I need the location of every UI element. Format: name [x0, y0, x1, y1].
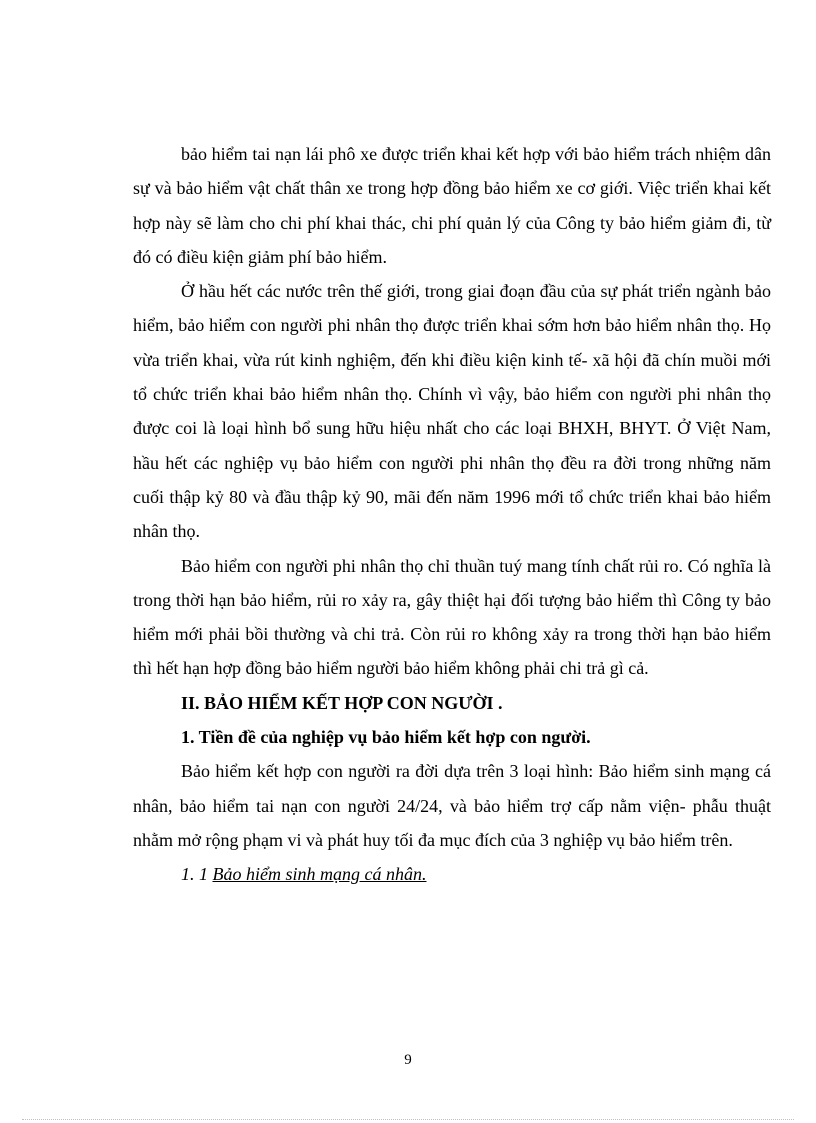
page-body [133, 137, 771, 892]
item-heading [133, 857, 771, 891]
page-number: 9 [404, 1052, 412, 1068]
paragraph-3: Bảo hiểm con người phi nhân thọ chỉ thuần tuý mang tính chất rủi ro. Có nghĩa là trong thời hạn bảo hiểm, rủi ro xảy ra, gây thiệt hại đối tượng bảo hiểm thì Công ty bảo hiểm mới phải bồi thường và chi trả. Còn rủi ro không xảy ra trong thời hạn bảo hiểm thì hết hạn hợp đồng bảo hiểm người bảo hiểm không phải chi trả gì cả. [133, 555, 771, 679]
footer-divider [22, 1119, 794, 1120]
paragraph-1: bảo hiểm tai nạn lái phô xe được triển khai kết hợp với bảo hiểm trách nhiệm dân sự và bảo hiểm vật chất thân xe trong hợp đồng bảo hiểm xe cơ giới. Việc triển khai kết hợp này sẽ làm cho chi phí khai thác, chi phí quản lý của Công ty bảo hiểm giảm đi, từ đó có điều kiện giảm phí bảo hiểm. [133, 144, 771, 267]
section-heading: II. BẢO HIỂM KẾT HỢP CON NGƯỜI . [181, 692, 503, 713]
paragraph-4: Bảo hiểm kết hợp con người ra đời dựa trên 3 loại hình: Bảo hiểm sinh mạng cá nhân, bảo hiểm tai nạn con người 24/24, và bảo hiểm trợ cấp nằm viện- phẫu thuật nhằm mở rộng phạm vi và phát huy tối đa mục đích của 3 nghiệp vụ bảo hiểm trên. [133, 761, 771, 850]
subsection-heading: 1. Tiền đề của nghiệp vụ bảo hiểm kết hợp con người. [181, 727, 591, 748]
item-title: Bảo hiểm sinh mạng cá nhân. [212, 864, 427, 885]
paragraph-2: Ở hầu hết các nước trên thế giới, trong giai đoạn đầu của sự phát triển ngành bảo hiểm, bảo hiểm con người phi nhân thọ được triển khai sớm hơn bảo hiểm nhân thọ. Họ vừa triển khai, vừa rút kinh nghiệm, đến khi điều kiện kinh tế- xã hội đã chín muồi mới tổ chức triển khai bảo hiểm nhân thọ. Chính vì vậy, bảo hiểm con người phi nhân thọ được coi là loại hình bổ sung hữu hiệu nhất cho các loại BHXH, BHYT. Ở Việt Nam, hầu hết các nghiệp vụ bảo hiểm con người phi nhân thọ đều ra đời trong những năm cuối thập kỷ 80 và đầu thập kỷ 90, mãi đến năm 1996 mới tổ chức triển khai bảo hiểm nhân thọ. [133, 281, 771, 542]
item-number: 1. 1 [181, 864, 208, 885]
